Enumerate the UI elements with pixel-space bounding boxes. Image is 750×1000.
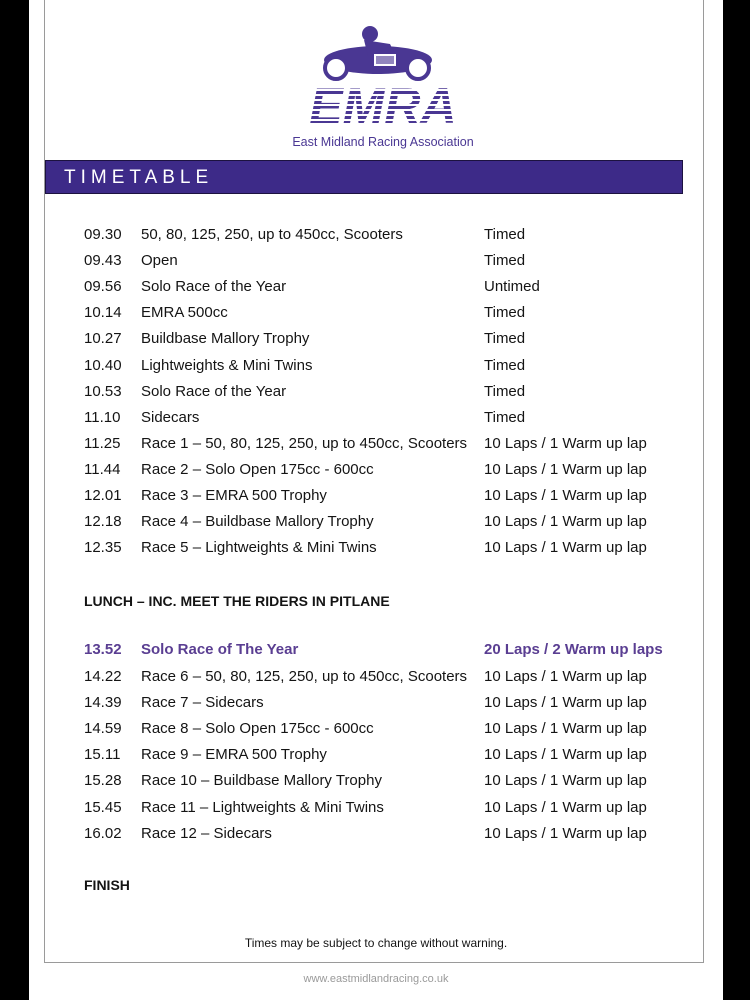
row-event: Race 1 – 50, 80, 125, 250, up to 450cc, Scooters [141, 434, 468, 452]
table-row [29, 825, 723, 851]
row-time: 10.27 [84, 330, 122, 348]
row-time: 14.59 [84, 720, 122, 738]
row-time: 09.30 [84, 226, 122, 243]
row-event: Race 11 – Lightweights & Mini Twins [141, 798, 384, 816]
document-page [29, 0, 723, 1000]
table-row [29, 304, 723, 330]
highlight-row [29, 641, 723, 667]
row-event: 50, 80, 125, 250, up to 450cc, Scooters [141, 226, 403, 243]
timetable-banner [45, 160, 683, 194]
row-event: Race 10 – Buildbase Mallory Trophy [141, 772, 382, 790]
row-format: 10 Laps / 1 Warm up lap [484, 513, 647, 531]
row-event: Solo Race of the Year [141, 278, 287, 296]
table-row [29, 487, 723, 513]
disclaimer: Times may be subject to change without warning. [244, 936, 508, 950]
row-format: 10 Laps / 1 Warm up lap [484, 434, 647, 452]
row-format: 10 Laps / 1 Warm up lap [484, 694, 647, 712]
table-row [29, 226, 723, 252]
row-time: 16.02 [84, 824, 122, 842]
table-row [29, 252, 723, 278]
row-time: 11.25 [84, 434, 121, 452]
row-event: Race 12 – Sidecars [141, 824, 272, 842]
row-event: Race 6 – 50, 80, 125, 250, up to 450cc, Scooters [141, 668, 468, 685]
banner-title: TIMETABLE [64, 167, 214, 188]
table-row [29, 720, 723, 746]
table-row [29, 330, 723, 356]
row-event: Race 2 – Solo Open 175cc - 600cc [141, 460, 374, 478]
row-event: EMRA 500cc [141, 304, 228, 322]
row-format: Timed [484, 304, 526, 322]
row-time: 12.35 [84, 539, 122, 557]
table-row [29, 668, 723, 694]
row-event: Race 4 – Buildbase Mallory Trophy [141, 513, 374, 531]
row-format: Timed [484, 330, 526, 348]
row-format: 10 Laps / 1 Warm up lap [484, 460, 647, 478]
table-row [29, 772, 723, 798]
row-format: 10 Laps / 1 Warm up lap [484, 668, 647, 685]
row-time: 13.52 [84, 641, 122, 658]
table-row [29, 799, 723, 825]
row-time: 10.14 [84, 304, 122, 322]
row-event: Solo Race of The Year [141, 641, 299, 658]
table-row [29, 694, 723, 720]
row-format: 10 Laps / 1 Warm up lap [484, 487, 647, 504]
row-event: Buildbase Mallory Trophy [141, 330, 310, 348]
row-time: 11.44 [84, 460, 121, 478]
row-event: Race 3 – EMRA 500 Trophy [141, 487, 327, 504]
row-format: 10 Laps / 1 Warm up lap [484, 798, 647, 816]
row-time: 15.28 [84, 772, 122, 790]
table-row [29, 409, 723, 435]
row-time: 14.22 [84, 668, 122, 685]
row-time: 11.10 [84, 408, 121, 426]
motorcycle-rider-icon [324, 26, 432, 79]
row-time: 15.45 [84, 798, 122, 816]
footer-url[interactable]: www.eastmidlandracing.co.uk [303, 973, 449, 985]
row-event: Race 5 – Lightweights & Mini Twins [141, 539, 377, 557]
row-event: Solo Race of the Year [141, 382, 287, 400]
row-format: 20 Laps / 2 Warm up laps [484, 641, 663, 658]
row-format: Timed [484, 356, 526, 374]
table-row [29, 383, 723, 409]
row-format: Timed [484, 252, 526, 270]
row-event: Race 7 – Sidecars [141, 694, 264, 712]
emra-logo [278, 26, 488, 151]
row-event: Race 8 – Solo Open 175cc - 600cc [141, 720, 374, 738]
table-row [29, 461, 723, 487]
row-format: Timed [484, 408, 526, 426]
logo-subtitle: East Midland Racing Association [292, 135, 474, 149]
row-format: 10 Laps / 1 Warm up lap [484, 720, 647, 738]
lunch-label: LUNCH – INC. MEET THE RIDERS IN PITLANE [84, 593, 390, 609]
row-event: Sidecars [141, 408, 200, 426]
row-format: 10 Laps / 1 Warm up lap [484, 746, 647, 764]
row-time: 09.43 [84, 252, 122, 270]
row-time: 10.40 [84, 356, 122, 374]
row-time: 12.18 [84, 513, 122, 531]
row-format: 10 Laps / 1 Warm up lap [484, 539, 647, 557]
table-row [29, 357, 723, 383]
row-format: Timed [484, 382, 526, 400]
row-event: Race 9 – EMRA 500 Trophy [141, 746, 327, 764]
table-row [29, 278, 723, 304]
row-time: 14.39 [84, 694, 122, 712]
row-format: Timed [484, 226, 526, 243]
table-row [29, 746, 723, 772]
table-row [29, 435, 723, 461]
row-event: Lightweights & Mini Twins [141, 356, 313, 374]
finish-label: FINISH [84, 877, 130, 893]
row-time: 12.01 [84, 487, 122, 504]
table-row [29, 539, 723, 565]
row-format: 10 Laps / 1 Warm up lap [484, 772, 647, 790]
row-time: 10.53 [84, 382, 122, 400]
row-format: Untimed [484, 278, 540, 296]
row-time: 15.11 [84, 746, 121, 764]
row-format: 10 Laps / 1 Warm up lap [484, 824, 647, 842]
logo-letters: EMRA [309, 78, 457, 134]
row-event: Open [141, 252, 178, 270]
row-time: 09.56 [84, 278, 122, 296]
table-row [29, 513, 723, 539]
